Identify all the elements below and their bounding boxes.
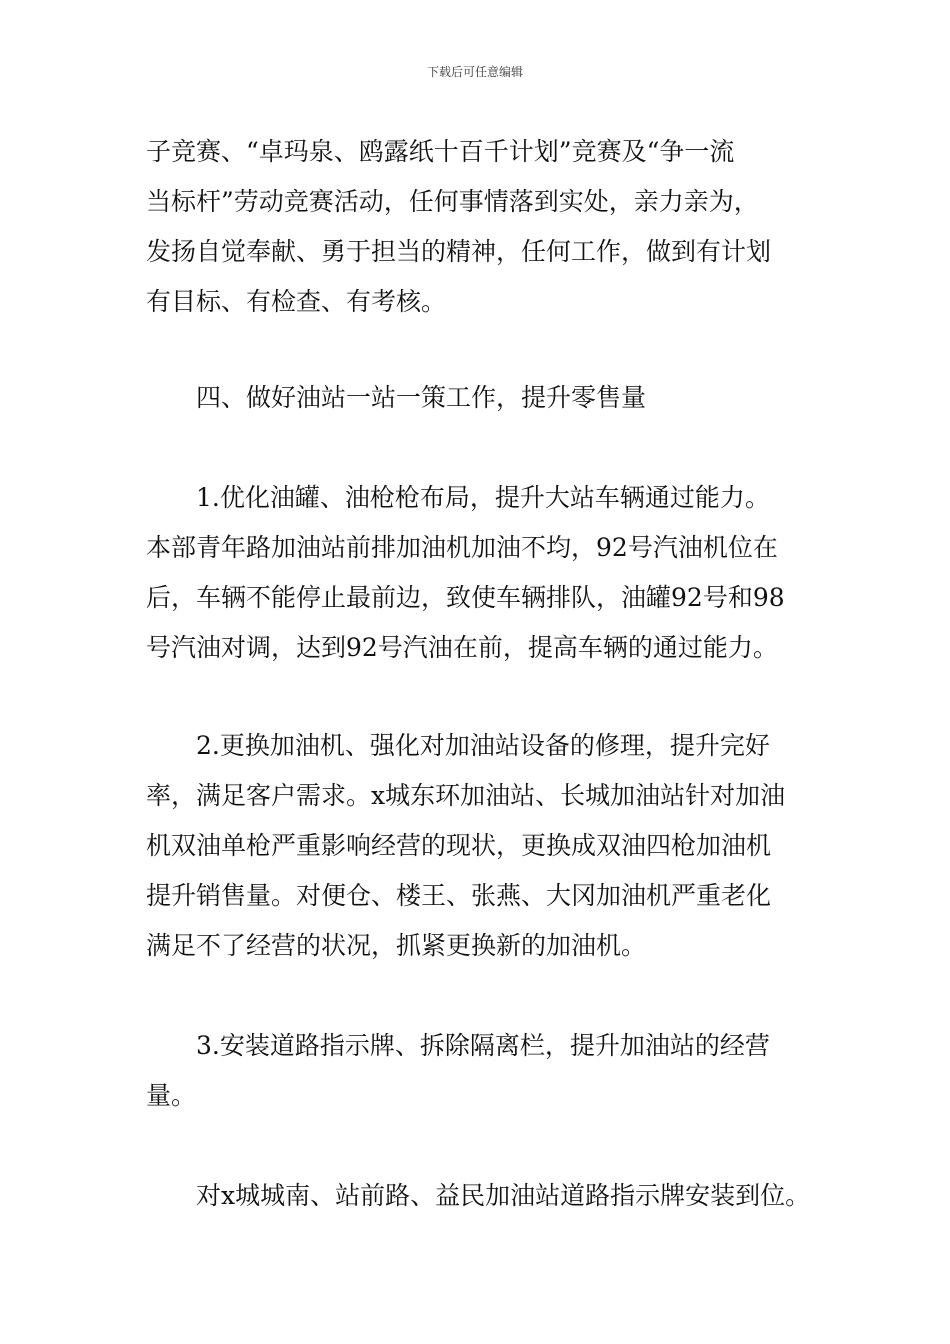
text-line: 对x城城南、站前路、益民加油站道路指示牌安装到位。: [196, 1181, 811, 1210]
text-line: 机双油单枪严重影响经营的现状，更换成双油四枪加油机: [146, 831, 772, 860]
text-line: 子竞赛、“卓玛泉、鸥露纸十百千计划”竞赛及“争一流: [146, 137, 735, 166]
text-line: 2.更换加油机、强化对加油站设备的修理，提升完好: [196, 731, 770, 760]
text-line: 提升销售量。对便仓、楼王、张燕、大冈加油机严重老化: [146, 881, 772, 910]
text-line: 有目标、有检查、有考核。: [146, 287, 447, 316]
page-header: 下载后可任意编辑: [426, 65, 523, 79]
section-heading: 四、做好油站一站一策工作，提升零售量: [196, 383, 647, 412]
text-line: 3.安装道路指示牌、拆除隔离栏，提升加油站的经营: [196, 1031, 770, 1060]
text-line: 量。: [146, 1081, 197, 1110]
text-line: 本部青年路加油站前排加油机加油不均，92号汽油机位在: [146, 533, 778, 562]
text-line: 率，满足客户需求。x城东环加油站、长城加油站针对加油: [146, 781, 786, 810]
text-line: 当标杆”劳动竞赛活动，任何事情落到实处，亲力亲为，: [146, 187, 759, 216]
text-line: 1.优化油罐、油枪枪布局，提升大站车辆通过能力。: [196, 483, 770, 512]
text-line: 号汽油对调，达到92号汽油在前，提高车辆的通过能力。: [146, 633, 778, 662]
text-line: 后，车辆不能停止最前边，致使车辆排队，油罐92号和98: [146, 583, 785, 612]
text-line: 发扬自觉奉献、勇于担当的精神，任何工作，做到有计划: [146, 237, 772, 266]
text-line: 满足不了经营的状况，抓紧更换新的加油机。: [146, 931, 647, 960]
